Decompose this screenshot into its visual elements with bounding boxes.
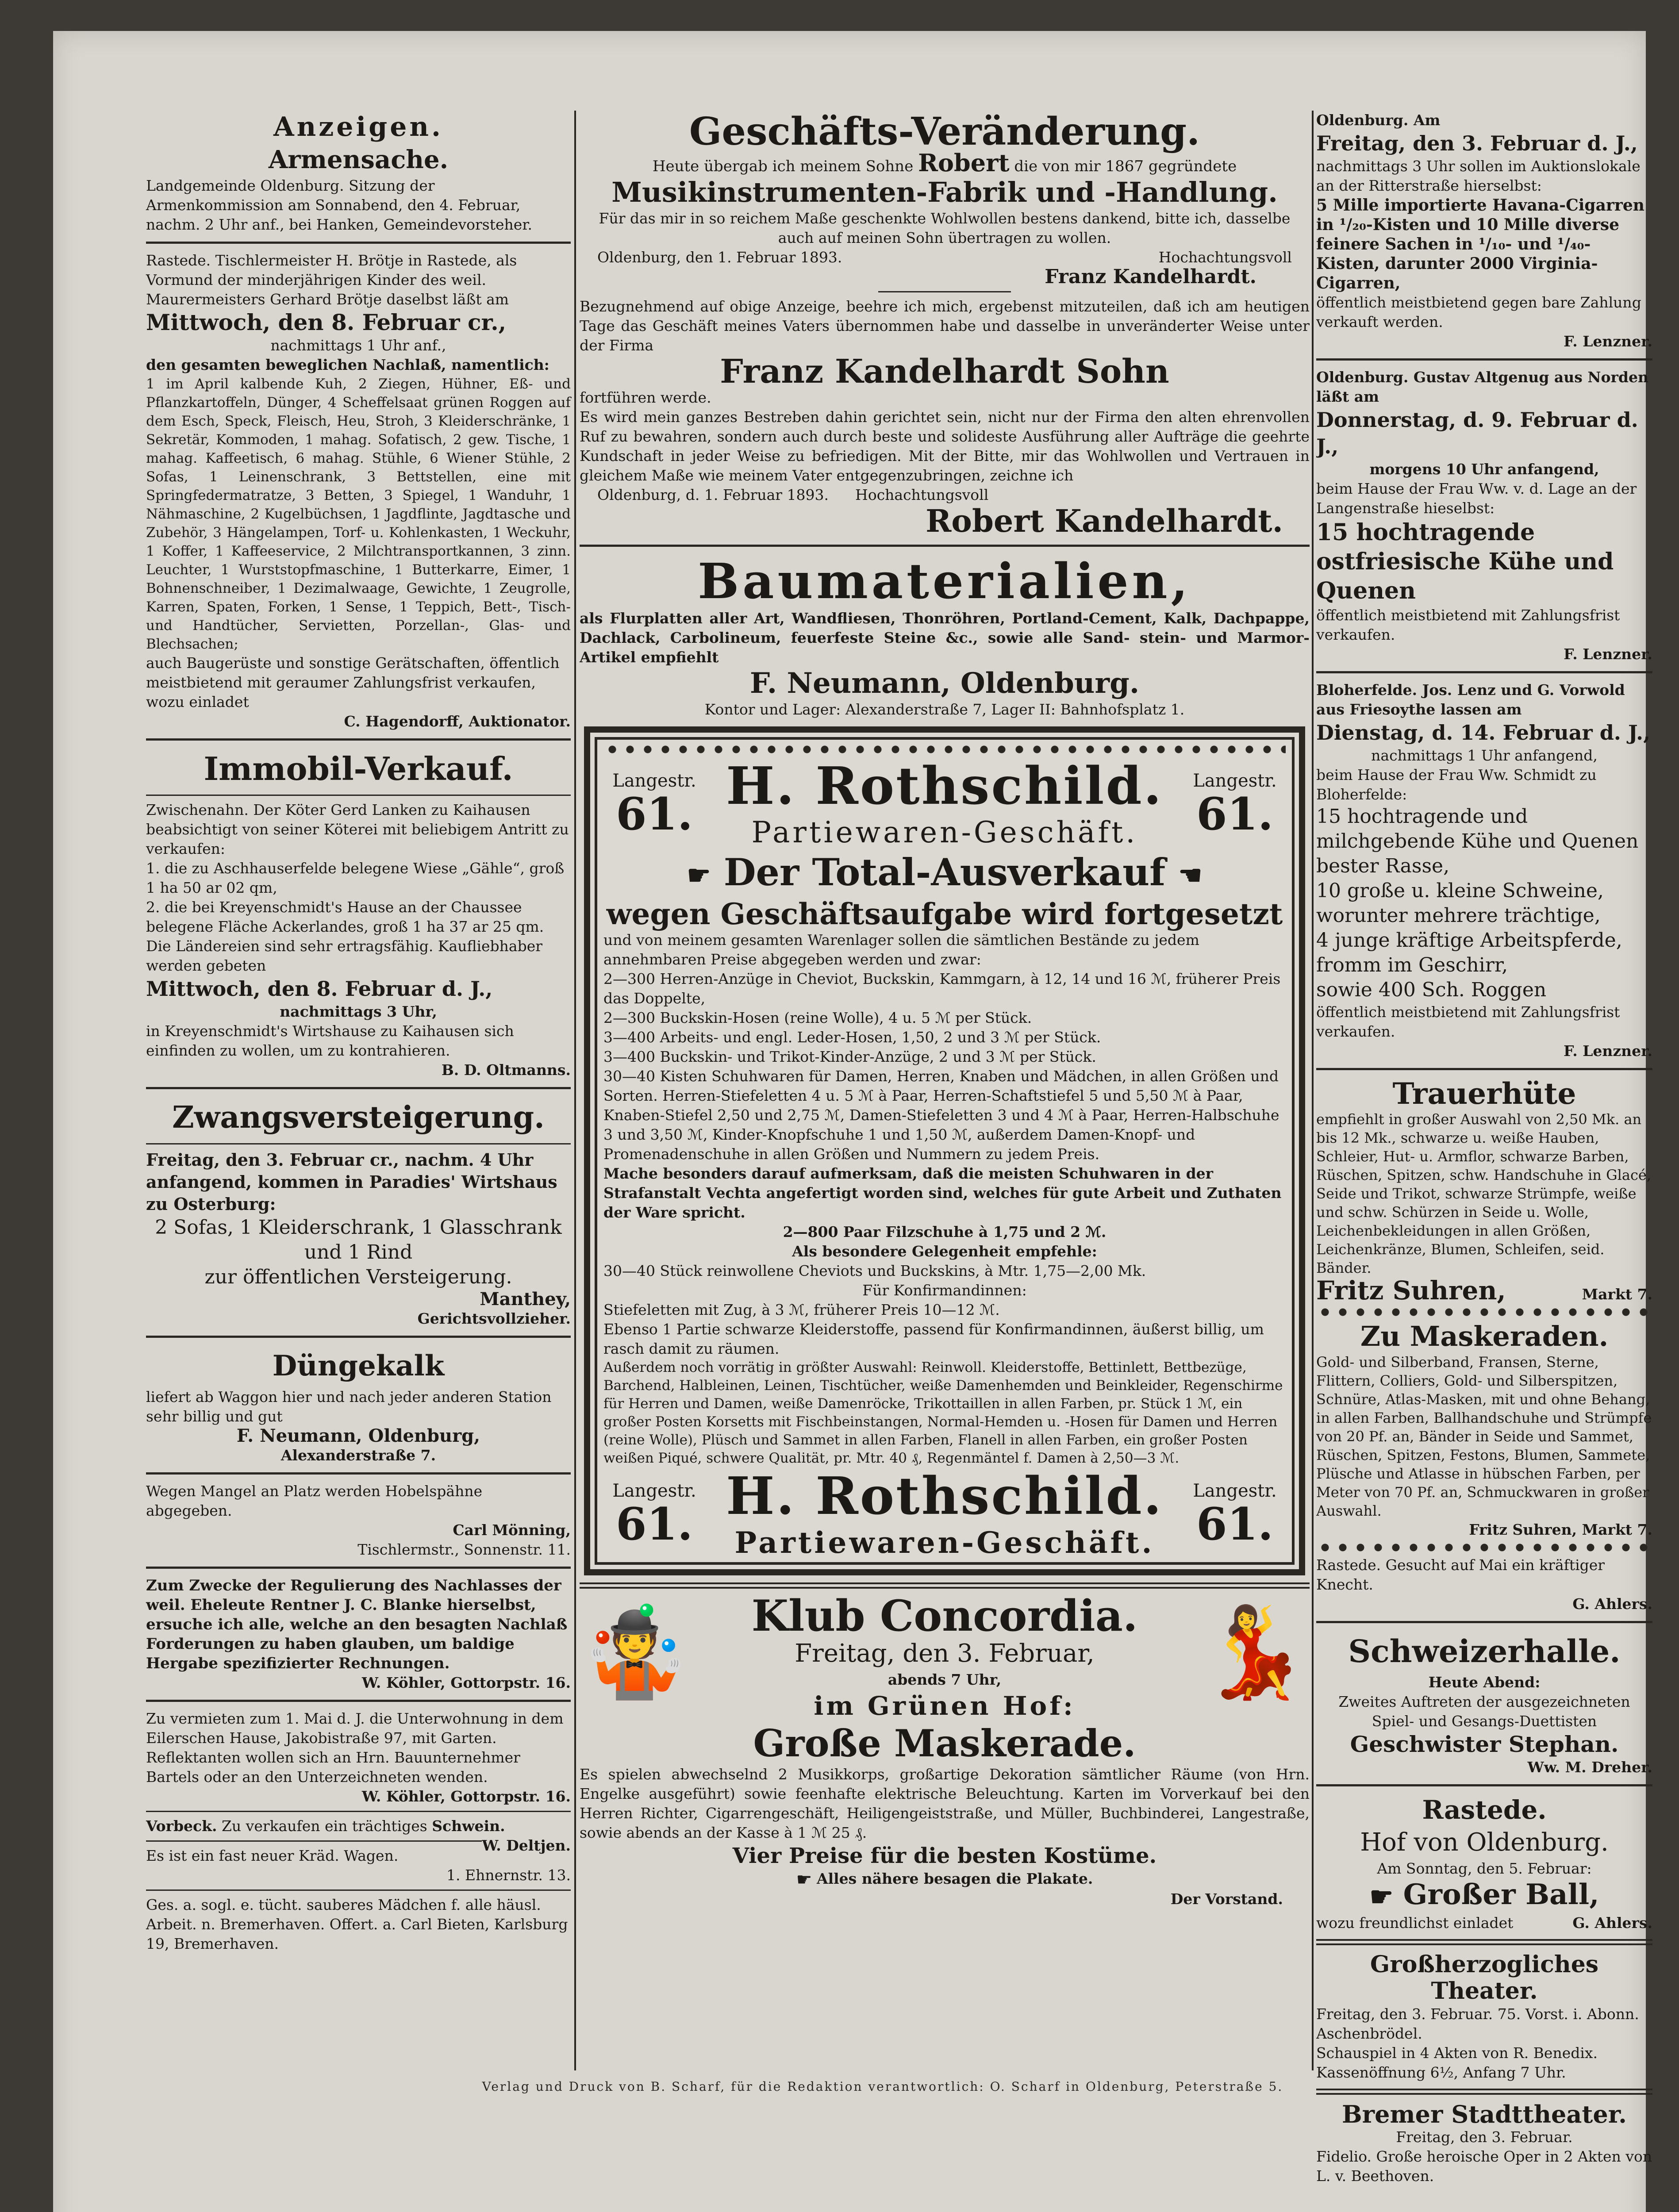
ad-signature: Fritz Suhren, Markt 7.	[1469, 1521, 1652, 1538]
ad-firm: Franz Kandelhardt Sohn	[720, 353, 1169, 391]
ad-text: Zu verkaufen ein trächtiges	[222, 1817, 427, 1835]
ad-title: Immobil-Verkauf.	[204, 750, 513, 787]
ad-item: 15 hochtragende ostfriesische Kühe und Quenen	[1316, 519, 1614, 604]
sale-line: Als besondere Gelegenheit empfehle:	[792, 1243, 1097, 1260]
ad-text: Es wird mein ganzes Bestreben dahin gerichtet sein, nicht nur der Firma den alten ehrenvollen Ruf zu bewahren, sondern auch durch beste und solideste Ausführung aller Aufträge die geehrte Kundschaft in jeder Weise zu befriedigen. Mit der Bitte, mir das Wohlwollen und Vertrauen in gleichem Maße wie meinem Vater entgegenzubringen, zeichne ich	[580, 408, 1310, 484]
sale-line: 3—400 Buckskin- und Trikot-Kinder-Anzüge, 2 und 3 ℳ per Stück.	[603, 1048, 1096, 1065]
masked-dancer-figure-icon: 💃	[1199, 1601, 1310, 1704]
ad-title: Zwangsversteigerung.	[172, 1100, 545, 1135]
ad-greeting: Hochachtungsvoll	[1158, 249, 1292, 266]
address-left	[603, 1481, 705, 1550]
ad-name: Robert	[918, 149, 1010, 177]
ad-addr: Tischlermstr., Sonnenstr. 11.	[357, 1541, 571, 1558]
ad-signature: B. D. Oltmanns.	[441, 1061, 571, 1079]
ad-text: Freitag, den 3. Februar cr., nachm. 4 Uhr anfangend, kommen in Paradies' Wirtshaus zu Osterburg:	[146, 1150, 557, 1214]
ad-place: beim Hause der Frau Ww. Schmidt zu Bloherfelde:	[1316, 766, 1597, 803]
column-rule-right	[1312, 111, 1314, 2070]
ad-title: Düngekalk	[272, 1349, 445, 1382]
ad-signature: W. Köhler, Gottorpstr. 16.	[361, 1674, 571, 1691]
ad-text: Freitag, den 3. Februar. 75. Vorst. i. Abonn. Aschenbrödel.	[1316, 2005, 1639, 2042]
ad-auktion-kuehe	[1316, 368, 1652, 664]
sale-line: 2—800 Paar Filzschuhe à 1,75 und 2 ℳ.	[783, 1223, 1107, 1240]
ad-text: Rastede. Gesucht auf Mai ein kräftiger Knecht.	[1316, 1556, 1605, 1593]
ad-name: Manthey,	[480, 1289, 571, 1310]
street-label: Langestr.	[612, 771, 696, 791]
sale-line: Ebenso 1 Partie schwarze Kleiderstoffe, passend für Konfirmandinnen, äußerst billig, um rasch damit zu räumen.	[603, 1321, 1264, 1357]
street-number: 61.	[616, 1498, 693, 1550]
ad-immobil	[146, 748, 571, 1080]
street-label: Langestr.	[1193, 1481, 1277, 1501]
ad-tail: öffentlich meistbietend mit Zahlungsfrist verkaufen.	[1316, 607, 1620, 643]
ad-date: Donnerstag, d. 9. Februar d. J.,	[1316, 408, 1638, 458]
ad-greeting: Hochachtungsvoll	[855, 486, 989, 503]
column-rule-left	[574, 111, 576, 2070]
ad-title: Zu Maskeraden.	[1360, 1320, 1609, 1352]
pointing-hand-right-icon: ☛	[687, 860, 711, 891]
ad-text: Schauspiel in 4 Akten von R. Benedix. Kassenöffnung 6½, Anfang 7 Uhr.	[1316, 2044, 1598, 2081]
sale-line: Stiefeletten mit Zug, à 3 ℳ, früherer Preis 10—12 ℳ.	[603, 1301, 1000, 1318]
ad-signature: F. Lenzner.	[1564, 1042, 1652, 1060]
ad-place: Vorbeck.	[146, 1817, 217, 1835]
ad-date: Oldenburg, den 1. Februar 1893.	[597, 249, 842, 266]
ad-item: 15 hochtragende und milchgebende Kühe und Quenen bester Rasse,	[1316, 805, 1639, 877]
ad-note: Die Ländereien sind sehr ertragsfähig. Kaufliebhaber werden gebeten	[146, 937, 543, 974]
border-dots	[1316, 1542, 1652, 1553]
ad-baumaterialien	[580, 554, 1310, 719]
ad-text: Bezugnehmend auf obige Anzeige, beehre ich mich, ergebenst mitzuteilen, daß ich am heutigen Tage das Geschäft meines Vaters übernommen habe und dasselbe in unveränderter Weise unter der Firma	[580, 298, 1310, 354]
ad-signature: G. Ahlers.	[1572, 1914, 1652, 1932]
ad-schweizerhalle	[1316, 1630, 1652, 1777]
ad-text: Landgemeinde Oldenburg. Sitzung der Armenkommission am Sonnabend, den 4. Februar, nachm. 2 Uhr anf., bei Hanken, Gemeindevorsteher.	[146, 177, 532, 233]
ad-sub: Heute Abend:	[1428, 1674, 1541, 1691]
sale-title: Der Total-Ausverkauf	[723, 850, 1166, 894]
sale-line: Mache besonders darauf aufmerksam, daß die meisten Schuhwaren in der Strafanstalt Vechta angefertigt worden sind, welches für gute Arbeit und Zuthaten der Ware spricht.	[603, 1165, 1282, 1221]
sale-line: Außerdem noch vorrätig in größter Auswahl: Reinwoll. Kleiderstoffe, Bettinlett, Bettbezüge, Barchend, Halbleinen, Leinen, Tischtücher, weiße Damenhemden und Beinkleider, Regenschirme für Herren und Damen, weiße Damenröcke, Trikottaillen in allen Farben, pr. Stück 1 ℳ, ein großer Posten Korsetts mit Fischbeinstangen, Normal-Hemden u. -Hosen für Damen und Herren (reine Wolle), Plüsch und Sammet in allen Farben, Flanell in allen Farben, ein großer Posten weißen Piqué, schwere Qualität, pr. Mtr. 40 ₰, Regenmäntel f. Damen à 2,50—3 ℳ.	[603, 1359, 1283, 1466]
ad-maskeraden	[1316, 1320, 1652, 1540]
ad-tail: auch Baugerüste und sonstige Gerätschaften, öffentlich meistbietend mit geraumer Zahlungsfrist verkaufen, wozu einladet	[146, 654, 560, 710]
ad-item: 4 junge kräftige Arbeitspferde, fromm im Geschirr,	[1316, 929, 1622, 976]
ad-signature: W. Köhler, Gottorpstr. 16.	[361, 1788, 571, 1805]
ad-text: Fidelio. Große heroische Oper in 2 Akten von L. v. Beethoven.	[1316, 2147, 1652, 2185]
sale-line: 30—40 Stück reinwollene Cheviots und Buckskins, à Mtr. 1,75—2,00 Mk.	[603, 1262, 1146, 1279]
ad-item: 1. die zu Aschhauserfelde belegene Wiese „Gähle“, groß 1 ha 50 ar 02 qm,	[146, 860, 565, 896]
street-label: Langestr.	[612, 1481, 696, 1501]
ad-date: Freitag, den 3. Februar d. J.,	[1316, 131, 1638, 155]
ad-name: Geschwister Stephan.	[1350, 1731, 1619, 1757]
ad-broetje	[146, 251, 571, 731]
ad-intro: Zwischenahn. Der Köter Gerd Lanken zu Kaihausen beabsichtigt von seiner Köterei mit beliebigem Antritt zu verkaufen:	[146, 801, 569, 857]
left-column	[146, 111, 571, 1954]
ad-date: Oldenburg, d. 1. Februar 1893.	[597, 486, 829, 503]
address-right	[1184, 771, 1286, 840]
address-left	[603, 771, 705, 840]
ad-text: liefert ab Waggon hier und nach jeder anderen Station sehr billig und gut	[146, 1388, 552, 1425]
ad-tail: öffentlich meistbietend mit Zahlungsfrist verkaufen.	[1316, 1003, 1620, 1040]
ad-bremer-stadttheater	[1316, 2101, 1652, 2186]
right-column	[1316, 111, 1652, 2186]
ad-item: 2. die bei Kreyenschmidt's Hause an der Chaussee belegene Fläche Ackerlandes, groß 1 ha 37 ar 25 qm.	[146, 899, 544, 935]
ad-text: nachmittags 3 Uhr sollen im Auktionslokale an der Ritterstraße hierselbst:	[1316, 157, 1641, 194]
ad-vermieten	[146, 1709, 571, 1806]
ad-prizes: Vier Preise für die besten Kostüme.	[732, 1843, 1157, 1868]
ad-auktion-cigarren	[1316, 111, 1652, 351]
ad-addr: 1. Ehnernstr. 13.	[446, 1866, 571, 1884]
ad-invite: wozu freundlichst einladet	[1316, 1914, 1514, 1932]
ad-time: nachmittags 1 Uhr anfangend,	[1371, 747, 1598, 764]
ad-business: Musikinstrumenten-Fabrik und -Handlung.	[611, 176, 1278, 208]
ad-title: Baumaterialien,	[698, 553, 1191, 610]
ad-items: 1 im April kalbende Kuh, 2 Ziegen, Hühner, Eß- und Pflanzkartoffeln, Dünger, 4 Scheffelsaat grünen Roggen auf dem Esch, Speck, Fleisch, Heu, Stroh, 3 Kleiderschränke, 1 Sekretär, Kommoden, 1 mahag. Sofatisch, 2 gew. Tische, 1 mahag. Kaffeetisch, 6 mahag. Stühle, 6 Wiener Stühle, 2 Sofas, 1 Leinenschrank, 3 Bettstellen, eine mit Springfedermatratze, 3 Betten, 3 Spiegel, 1 Wanduhr, 1 Nähmaschine, 2 Kugelbüchsen, 1 Jagdflinte, Jagdtasche und Zubehör, 3 Hängelampen, Torf- u. Kohlenkasten, 1 Weckuhr, 1 Koffer, 1 Kaffeeservice, 2 Milchtransportkannen, 3 zinn. Leuchter, 1 Wurststopfmaschine, 1 Butterkarre, Eimer, 1 Bohnenschneiber, 1 Dezimalwaage, Gewichte, 1 Zeugrolle, Karren, Spaten, Forken, 1 Sense, 1 Teppich, Bett-, Tisch- und Handtücher, Servietten, Porzellan-, Glas- und Blechsachen;	[146, 376, 571, 652]
ad-tail: in Kreyenschmidt's Wirtshause zu Kaihausen sich einfinden zu wollen, um zu kontrahieren.	[146, 1022, 514, 1059]
ad-item: sowie 400 Sch. Roggen	[1316, 979, 1547, 1001]
ad-addr: Markt 7.	[1582, 1286, 1652, 1303]
sale-intro: und von meinem gesamten Warenlager sollen die sämtlichen Bestände zu jedem annehmbaren Preise abgegeben werden und zwar:	[603, 931, 1199, 968]
ad-geschaeftsveraenderung	[580, 111, 1310, 287]
ad-time: nachmittags 1 Uhr anf.,	[270, 337, 446, 354]
ad-text: fortführen werde.	[580, 389, 711, 406]
ad-time: abends 7 Uhr,	[888, 1671, 1002, 1688]
ad-item: Schwein.	[432, 1817, 505, 1835]
ad-date: Freitag, den 3. Februar,	[795, 1639, 1095, 1668]
ad-title: Bremer Stadttheater.	[1342, 2100, 1627, 2128]
shop-sub: Partiewaren-Geschäft.	[751, 815, 1138, 849]
ad-signature: Ww. M. Dreher.	[1527, 1759, 1652, 1776]
ad-text: Für das mir in so reichem Maße geschenkte Wohlwollen bestens dankend, bitte ich, dasselbe auch auf meinen Sohn übertragen zu wollen.	[599, 210, 1291, 246]
ad-title: Großherzogliches Theater.	[1370, 1951, 1599, 2005]
ad-firm: F. Neumann, Oldenburg,	[236, 1425, 480, 1446]
ad-plakate: Alles nähere besagen die Plakate.	[817, 1870, 1093, 1887]
ad-title: Klub Concordia.	[751, 1591, 1138, 1641]
ad-title: Armensache.	[268, 145, 449, 174]
ad-event: Große Maskerade.	[753, 1721, 1136, 1765]
imprint-footer: Verlag und Druck von B. Scharf, für die Redaktion verantwortlich: O. Scharf in Oldenburg, Peterstraße 5.	[482, 2079, 1283, 2094]
ad-time: nachmittags 3 Uhr,	[280, 1003, 437, 1020]
street-number: 61.	[616, 788, 693, 840]
ad-blanke	[146, 1576, 571, 1693]
shop-sub: Partiewaren-Geschäft.	[734, 1525, 1155, 1560]
address-right	[1184, 1481, 1286, 1550]
street-number: 61.	[1196, 788, 1273, 840]
ad-armensache	[146, 143, 571, 234]
ad-text: Wegen Mangel an Platz werden Hobelspähne abgegeben.	[146, 1482, 483, 1519]
border-dots	[1316, 1307, 1652, 1317]
street-label: Langestr.	[1193, 771, 1277, 791]
ad-text: Zu vermieten zum 1. Mai d. J. die Unterwohnung in dem Eilerschen Hause, Jakobistraße 97, mit Garten. Reflektanten wollen sich an Hrn. Bauunternehmer Bartels oder an den Unterzeichneten wenden.	[146, 1710, 564, 1786]
ad-items: 2 Sofas, 1 Kleiderschrank, 1 Glasschrank und 1 Rind	[155, 1216, 562, 1263]
sale-line: 2—300 Herren-Anzüge in Cheviot, Buckskin, Kammgarn, à 12, 14 und 16 ℳ, früherer Preis das Doppelte,	[603, 970, 1281, 1007]
ad-name: Carl Mönning,	[453, 1521, 571, 1539]
ad-lead: den gesamten beweglichen Nachlaß, namentlich:	[146, 356, 549, 373]
ad-signature: C. Hagendorff, Auktionator.	[344, 713, 571, 730]
ad-head: Oldenburg. Am	[1316, 111, 1441, 129]
ad-text: Zum Zwecke der Regulierung des Nachlasses der weil. Eheleute Rentner J. C. Blanke hierselbst, ersuche ich alle, welche an den besagten Nachlaß Forderungen zu haben glauben, um baldige Hergabe spezifizierter Rechnungen.	[146, 1577, 568, 1672]
ad-gesucht: Ges. a. sogl. e. tücht. sauberes Mädchen f. alle häusl. Arbeit. n. Bremerhaven. Offert. a. Carl Bieten, Karlsburg 19, Bremerhaven.	[146, 1896, 568, 1952]
ad-text: als Flurplatten aller Art, Wandfliesen, Thonröhren, Portland-Cement, Kalk, Dachpappe, Dachlack, Carbolineum, feuerfeste Steine &c., sowie alle Sand- stein- und Marmor-Artikel empfiehlt	[580, 610, 1310, 666]
ad-vorbeck	[146, 1816, 571, 1854]
ad-role: Gerichtsvollzieher.	[417, 1310, 571, 1327]
ad-concordia	[580, 1591, 1310, 1909]
ad-tail: zur öffentlichen Versteigerung.	[204, 1266, 512, 1288]
ad-text: empfiehlt in großer Auswahl von 2,50 Mk. an bis 12 Mk., schwarze u. weiße Hauben, Schleier, Hut- u. Armflor, schwarze Barben, Rüschen, Spitzen, schw. Handschuhe in Glacé, Seide und Trikot, schwarze Strümpfe, weiße und schw. Schürzen in Seide u. Wolle, Leichenbekleidungen in allen Größen, Leichenkränze, Blumen, Schleifen, seid. Bänder.	[1316, 1111, 1651, 1276]
sale-line: 3—400 Arbeits- und engl. Leder-Hosen, 1,50, 2 und 3 ℳ per Stück.	[603, 1029, 1101, 1046]
shop-name: H. Rothschild.	[726, 756, 1163, 816]
sale-line: 2—300 Buckskin-Hosen (reine Wolle), 4 u. 5 ℳ per Stück.	[603, 1009, 1032, 1026]
ad-text: Bloherfelde. Jos. Lenz und G. Vorwold aus Friesoythe lassen am	[1316, 681, 1625, 718]
ad-addr: Kontor und Lager: Alexanderstraße 7, Lager II: Bahnhofsplatz 1.	[704, 701, 1185, 718]
ad-date: Dienstag, d. 14. Februar d. J.,	[1316, 721, 1651, 745]
ad-addr: Alexanderstraße 7.	[280, 1447, 436, 1464]
ad-rothschild	[584, 726, 1305, 1575]
ad-tail: öffentlich meistbietend gegen bare Zahlung verkauft werden.	[1316, 294, 1641, 330]
ad-time: morgens 10 Uhr anfangend,	[1369, 461, 1599, 478]
ad-text: Zweites Auftreten der ausgezeichneten Spiel- und Gesangs-Duettisten	[1338, 1693, 1630, 1730]
ad-ball: Großer Ball,	[1403, 1878, 1599, 1911]
ad-title: Trauerhüte	[1392, 1076, 1576, 1111]
ad-line: Heute übergab ich meinem Sohne	[652, 157, 914, 175]
ad-zwangsversteigerung	[146, 1096, 571, 1329]
pointing-hand-right-icon: ☛	[1369, 1881, 1394, 1912]
ad-auktion-bloherfelde	[1316, 680, 1652, 1061]
ad-signature: Robert Kandelhardt.	[926, 503, 1283, 539]
ad-name: Fritz Suhren,	[1316, 1275, 1506, 1306]
ad-title: Geschäfts-Veränderung.	[689, 109, 1200, 154]
ad-intro: Rastede. Tischlermeister H. Brötje in Rastede, als Vormund der minderjährigen Kinder des weil. Maurermeisters Gerhard Brötje daselbst läßt am	[146, 252, 517, 308]
ad-signature: Der Vorstand.	[1170, 1890, 1283, 1908]
ad-date: Am Sonntag, den 5. Februar:	[1377, 1860, 1592, 1877]
ad-signature: F. Lenzner.	[1564, 645, 1652, 663]
ad-name: W. Deltjen.	[482, 1837, 571, 1854]
ad-line: die von mir 1867 gegründete	[1014, 157, 1237, 175]
ad-signature: F. Lenzner.	[1564, 333, 1652, 350]
ad-date: Mittwoch, den 8. Februar d. J.,	[146, 977, 493, 1001]
ad-place: im Grünen Hof:	[814, 1691, 1076, 1721]
pointing-hand-icon: ☛	[796, 1870, 812, 1890]
border-dots	[603, 744, 1286, 755]
ad-signature: Franz Kandelhardt.	[1045, 265, 1256, 288]
shop-name: H. Rothschild.	[726, 1466, 1163, 1526]
pointing-hand-left-icon: ☚	[1178, 860, 1203, 891]
sale-line: Für Konfirmandinnen:	[862, 1282, 1027, 1299]
ad-text: Es ist ein fast neuer Kräd. Wagen.	[146, 1847, 399, 1864]
ad-items: 5 Mille importierte Havana-Cigarren in ¹/₂₀-Kisten und 10 Mille diverse feinere Sachen in ¹/₁₀- und ¹/₄₀-Kisten, darunter 2000 Virginia-Cigarren,	[1316, 196, 1644, 292]
ad-title: Schweizerhalle.	[1348, 1633, 1621, 1670]
ad-trauerhuete	[1316, 1077, 1652, 1304]
ad-text: Gold- und Silberband, Fransen, Sterne, Flittern, Colliers, Gold- und Silberspitzen, Schnüre, Atlas-Masken, mit und ohne Behang, in allen Farben, Ballhandschuhe und Strümpfe von 20 Pf. an, Bänder in Seide und Sammet, Rüschen, Spitzen, Festons, Blumen, Sammete, Plüsche und Atlasse in hübschen Farben, per Meter von 70 Pf. an, Schmuckwaren in großer Auswahl.	[1316, 1354, 1652, 1519]
ad-bezug	[580, 297, 1310, 538]
street-number: 61.	[1196, 1498, 1273, 1550]
ad-rastede-ball	[1316, 1793, 1652, 1933]
ad-date: Freitag, den 3. Februar.	[1396, 2128, 1573, 2146]
ad-date: Mittwoch, den 8. Februar cr.,	[146, 309, 507, 335]
middle-column	[580, 111, 1310, 1909]
ad-theater	[1316, 1951, 1652, 2082]
sale-subtitle: wegen Geschäftsaufgabe wird fortgesetzt	[606, 897, 1283, 931]
ad-signature: G. Ahlers.	[1572, 1595, 1652, 1613]
ad-text: Es spielen abwechselnd 2 Musikkorps, großartige Dekoration sämtlicher Räume (von Hrn. Engelke ausgeführt) sowie feenhafte elektrische Beleuchtung. Karten im Vorverkauf bei den Herren Richter, Cigarrengeschäft, Heiligengeiststraße, und Müller, Buchbinderei, Langestraße, sowie abends an der Kasse à 1 ℳ 25 ₰.	[580, 1766, 1310, 1841]
ad-place: beim Hause der Frau Ww. v. d. Lage an der Langenstraße hieselbst:	[1316, 480, 1637, 517]
ad-item: 10 große u. kleine Schweine, worunter mehrere trächtige,	[1316, 879, 1604, 927]
ad-title: Rastede.	[1422, 1795, 1547, 1825]
ad-knecht	[1316, 1555, 1652, 1614]
ad-firm: F. Neumann, Oldenburg.	[749, 667, 1140, 700]
section-heading: Anzeigen.	[273, 111, 443, 142]
jester-figure-icon: 🤹	[580, 1601, 690, 1704]
ad-hobelspaehne	[146, 1482, 571, 1559]
ad-duengekalk	[146, 1345, 571, 1465]
ad-text: Oldenburg. Gustav Altgenug aus Norden läßt am	[1316, 369, 1648, 405]
sale-line: 30—40 Kisten Schuhwaren für Damen, Herren, Knaben und Mädchen, in allen Größen und Sorten. Herren-Stiefeletten 4 u. 5 ℳ à Paar, Herren-Schaftstiefel 5 und 5,50 ℳ à Paar, Knaben-Stiefel 2,50 und 2,75 ℳ, Damen-Stiefeletten 3 und 4 ℳ à Paar, Herren-Halbschuhe 3 und 3,50 ℳ, Kinder-Knopfschuhe 1 und 1,50 ℳ, außerdem Damen-Knopf- und Promenadenschuhe in allen Größen und Nummern zu jedem Preis.	[603, 1068, 1279, 1163]
ad-hof: Hof von Oldenburg.	[1360, 1828, 1609, 1857]
